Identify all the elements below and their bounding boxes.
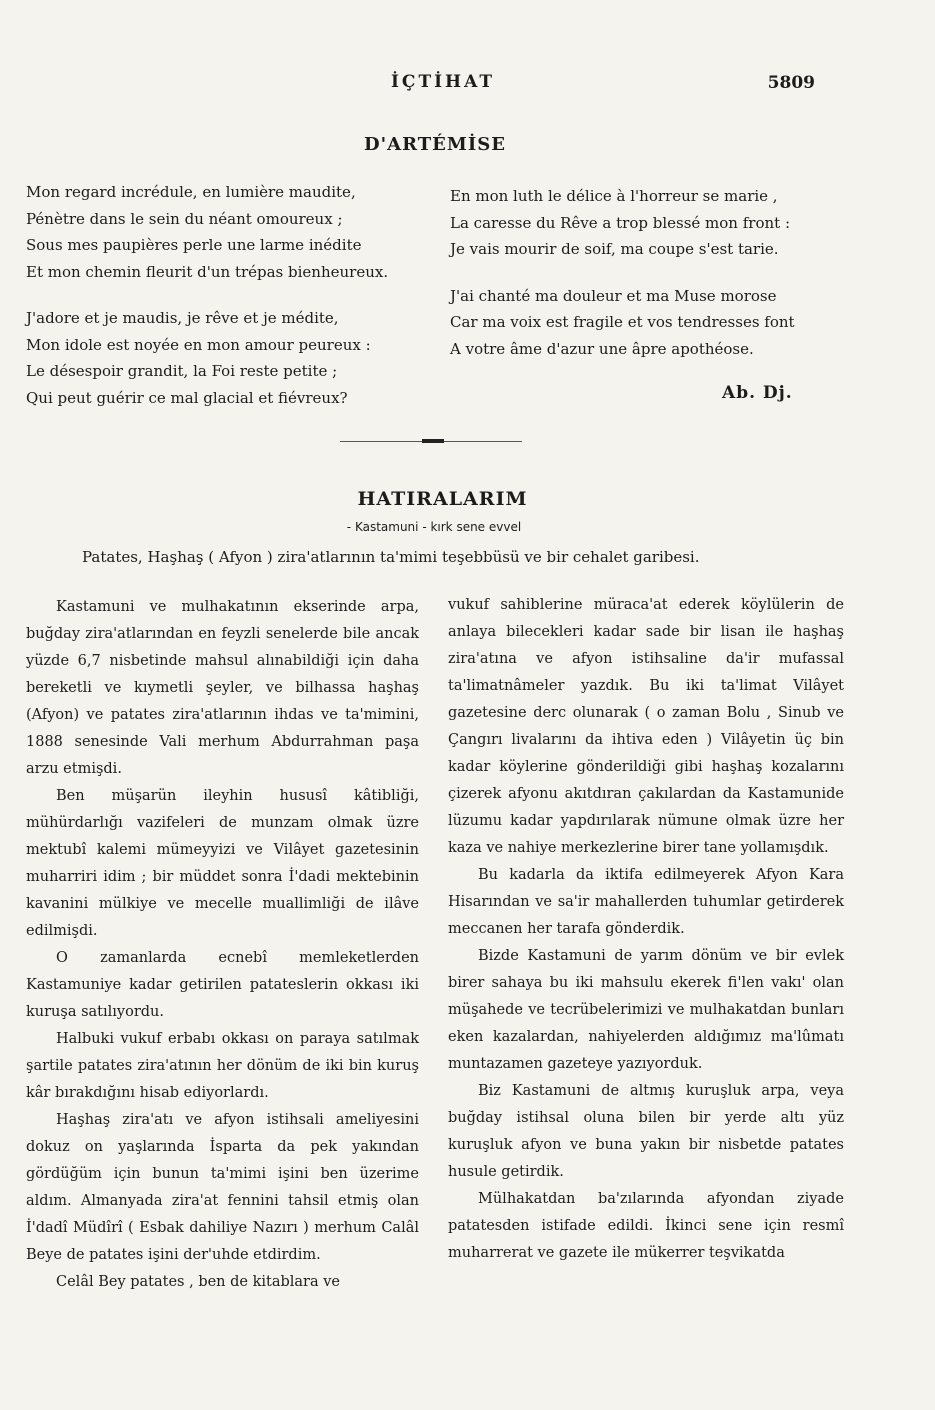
article-paragraph: Ben müşarün ileyhin hususî kâtibliği, mühürdarlığı vazifeleri de munzam olmak üzre mektubî kalemi mümeyyizi ve Vilâyet gazetesinin muharriri idim ; bir müddet sonra İ'dadi mektebinin kavanini mülkiye ve mecelle muallimliği de ilâve edilmişdi. (26, 788, 419, 939)
poem-line: Pénètre dans le sein du néant omoureux ; (26, 209, 343, 228)
article-paragraph: Mülhakatdan ba'zılarında afyondan ziyade patatesden istifade edildi. İkinci sene için resmî muharrerat ve gazete ile mükerrer teşvikatda (448, 1191, 844, 1261)
article-paragraph: vukuf sahiblerine müraca'at ederek köylülerin de anlaya bilecekleri kadar sade bir lisan ile haşhaş zira'atına ve afyon istihsaline da'ir mufassal ta'limatnâmeler yazdık. Bu iki ta'limat Vilâyet gazetesine derc olunarak ( o zaman Bolu , Sinub ve Çangırı livalarını da ihtiva eden ) Vilâyetin üç bin kadar köylerine gönderildiği gibi haşhaş kozalarını çizerek afyonu akıtdıran çakılardan da Kastamunide lüzumu kadar yapdırılarak nümune olmak üzre her kaza ve nahiye merkezlerine birer tane yollamışdık. (448, 597, 844, 856)
article-left-column (26, 594, 419, 1296)
poem-line: A votre âme d'azur une âpre apothéose. (450, 339, 754, 358)
article-paragraph: O zamanlarda ecnebî memleketlerden Kastamuniye kadar getirilen patateslerin okkası iki kuruşa satılıyordu. (26, 950, 419, 1020)
article-paragraph: Halbuki vukuf erbabı okkası on paraya satılmak şartile patates zira'atının her dönüm de iki bin kuruş kâr bırakdığını hisab ediyorlardı. (26, 1031, 419, 1101)
article-paragraph: Biz Kastamuni de altmış kuruşluk arpa, veya buğday istihsal oluna bilen bir yerde altı yüz kuruşluk afyon ve buna yakın bir nisbetde patates husule getirdik. (448, 1083, 844, 1180)
poem-line: Je vais mourir de soif, ma coupe s'est tarie. (450, 240, 779, 258)
poem-stanza (26, 179, 426, 285)
poem-signature: Ab. Dj. (722, 383, 793, 403)
article-paragraph: Celâl Bey patates , ben de kitablara ve (56, 1274, 341, 1290)
article-subtitle: Patates, Haşhaş ( Afyon ) zira'atlarının ta'mimi teşebbüsü ve bir cehalet garibesi. (82, 548, 700, 566)
poem-line: J'ai chanté ma douleur et ma Muse morose (450, 286, 777, 305)
poem-stanza (26, 305, 426, 411)
poem-left-column (26, 179, 426, 431)
poem-stanza (450, 183, 860, 263)
article-title: HATIRALARIM (357, 488, 528, 510)
poem-line: Qui peut guérir ce mal glacial et fiévreux? (26, 388, 348, 407)
journal-title: İÇTİHAT (390, 72, 496, 92)
article-right-column (448, 592, 844, 1267)
poem-line: Sous mes paupières perle une larme inédite (26, 236, 362, 254)
article-paragraph: Bu kadarla da iktifa edilmeyerek Afyon Kara Hisarından ve sa'ir mahallerden tuhumlar getirderek meccanen her tarafa gönderdik. (448, 867, 844, 937)
poem-line: Mon idole est noyée en mon amour peureux : (26, 335, 371, 354)
running-head (0, 72, 935, 98)
article-paragraph: Haşhaş zira'atı ve afyon istihsali ameliyesini dokuz on yaşlarında İsparta da pek yakından gördüğüm için bunun ta'mimi işini ben üzerime aldım. Almanyada zira'at fennini tahsil etmiş olan İ'dadî Müdîrî ( Esbak dahiliye Nazırı ) merhum Calâl Beye de patates işini der'uhde etdirdim. (26, 1112, 419, 1263)
poem-line: En mon luth le délice à l'horreur se marie , (450, 187, 778, 205)
poem-line: Et mon chemin fleurit d'un trépas bienheureux. (26, 262, 389, 281)
poem-line: Car ma voix est fragile et vos tendresses font (450, 313, 795, 331)
article-paragraph: Kastamuni ve mulhakatının ekserinde arpa, buğday zira'atlarından en feyzli senelerde bile ancak yüzde 6,7 nisbetinde mahsul alınabildiği için daha bereketli ve kıymetli şeyler, ve bilhassa haşhaş (Afyon) ve patates zira'atlarının ihdas ve ta'mimini, 1888 senesinde Vali merhum Abdurrahman paşa arzu etmişdi. (26, 599, 419, 777)
poem-line: La caresse du Rêve a trop blessé mon front : (450, 213, 790, 232)
poem-right-column (450, 183, 860, 382)
page-number: 5809 (767, 73, 815, 93)
poem-line: Le désespoir grandit, la Foi reste petite ; (26, 362, 338, 380)
poem-line: J'adore et je maudis, je rêve et je médite, (26, 309, 339, 327)
poem-line: Mon regard incrédule, en lumière maudite, (26, 183, 356, 201)
article-paragraph: Bizde Kastamuni de yarım dönüm ve bir evlek birer sahaya bu iki mahsulu ekerek fi'len vakı' olan müşahede ve tecrübelerimizi ve mulhakatdan bunları eken kazalardan, nahiyelerden aldığımız ma'lûmatı muntazamen gazeteye yazıyorduk. (448, 948, 844, 1072)
poem-stanza (450, 283, 860, 363)
poem-title: D'ARTÉMİSE (364, 134, 506, 155)
article-dateline: - Kastamuni - kırk sene evvel (346, 520, 522, 534)
divider-ornament (422, 439, 444, 443)
